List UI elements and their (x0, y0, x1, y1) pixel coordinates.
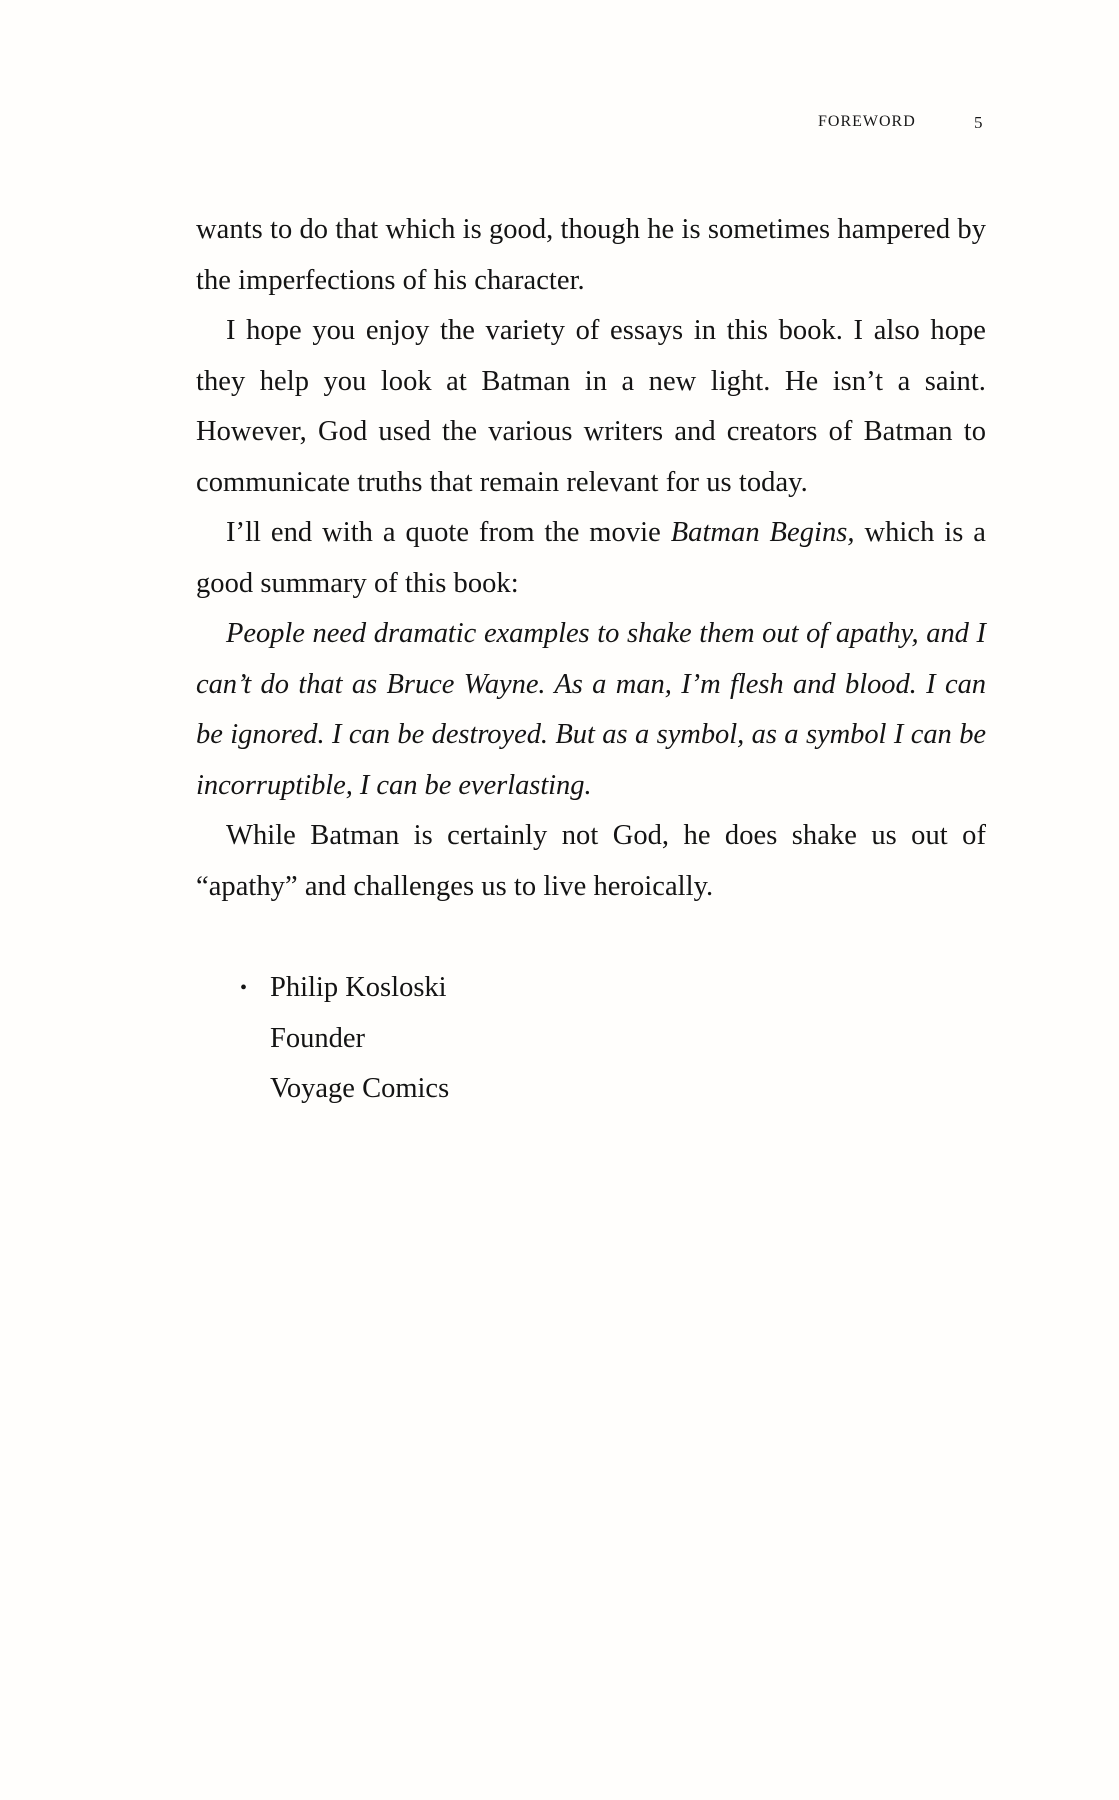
movie-title: Batman Begins, (670, 517, 855, 548)
signature-line-title (270, 1014, 830, 1065)
running-head-label: FOREWORD (818, 113, 916, 130)
paragraph-3 (196, 508, 986, 609)
running-head (0, 113, 1119, 137)
signature-line-name (240, 963, 830, 1014)
bullet-icon: • (240, 977, 248, 999)
signature-block (240, 963, 830, 1115)
page-number: 5 (974, 113, 983, 132)
paragraph-2: I hope you enjoy the variety of essays in this book. I also hope they help you look at Batman in a new light. He isn’t a saint. However, God used the various writers and creators of Batman to communicate truths that remain relevant for us today. (196, 315, 986, 498)
paragraph-1: wants to do that which is good, though he is sometimes hampered by the imperfections of his character. (196, 214, 986, 296)
signature-role: Founder (270, 1022, 365, 1054)
paragraph-5: While Batman is certainly not God, he does shake us out of “apathy” and challenges us to live heroically. (196, 820, 986, 902)
paragraph-3-text-after: which is a good summary of this book: (196, 517, 986, 599)
signature-organization: Voyage Comics (270, 1073, 450, 1104)
signature-line-org (270, 1064, 830, 1115)
block-quote: People need dramatic examples to shake them out of apathy, and I can’t do that as Bruce Wayne. As a man, I’m flesh and blood. I can be ignored. I can be destroyed. But as a symbol, as a symbol I can be incorruptible, I can be everlasting. (196, 618, 986, 801)
paragraph-3-text-before: I’ll end with a quote from the movie (226, 517, 671, 548)
body-text (196, 205, 986, 912)
signature-author: Philip Kosloski (270, 972, 447, 1003)
